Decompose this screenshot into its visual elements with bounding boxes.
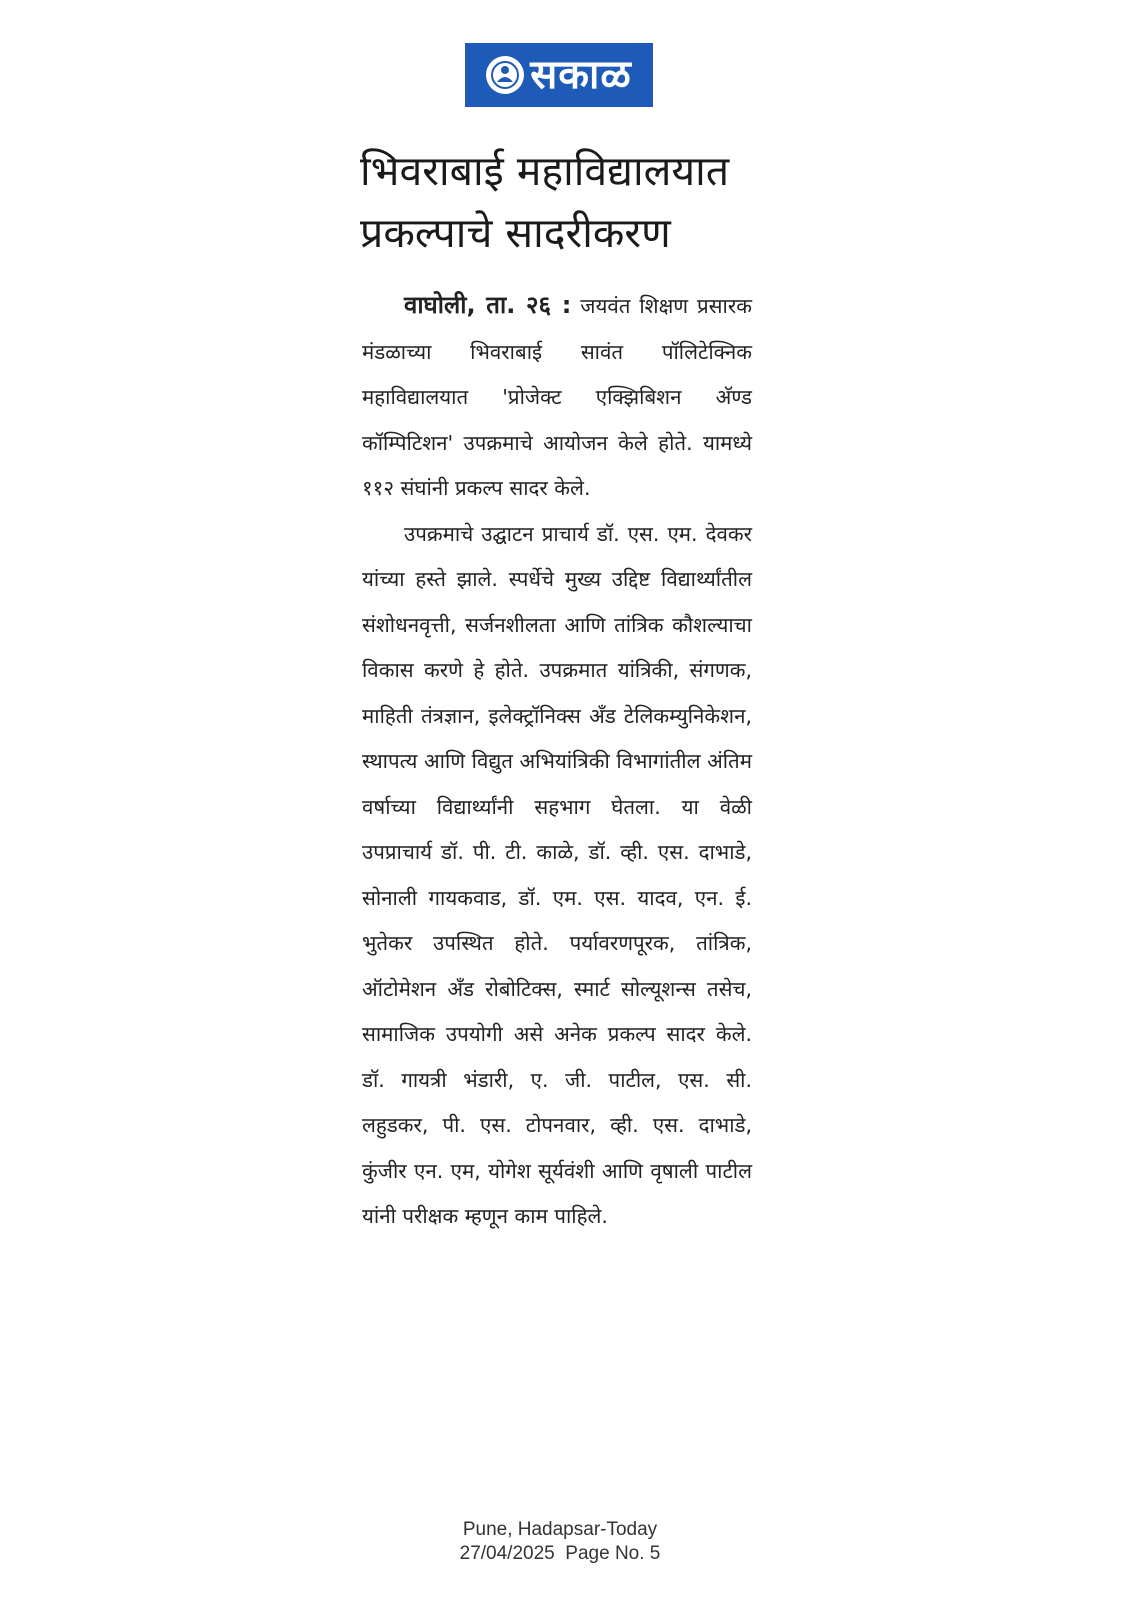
paragraph-1-text: जयवंत शिक्षण प्रसारक मंडळाच्या भिवराबाई सावंत पॉलिटेक्निक महाविद्यालयात 'प्रोजेक्ट एक्झिबिशन अ‍ॅण्ड कॉम्पिटिशन' उपक्रमाचे आयोजन केले होते. यामध्ये ११२ संघांनी प्रकल्प सादर केले.	[362, 294, 752, 500]
sakal-emblem-icon	[486, 56, 524, 94]
article-body	[362, 283, 752, 1240]
footer-source: Pune, Hadapsar-Today	[462, 1519, 658, 1540]
source-footer	[380, 1518, 740, 1566]
article-paragraph-1	[362, 283, 752, 512]
dateline: वाघोली, ता. २६ :	[404, 291, 572, 319]
article-headline	[360, 140, 760, 264]
footer-date-page: 27/04/2025 Page No. 5	[459, 1543, 661, 1564]
newspaper-masthead	[465, 43, 653, 107]
masthead-brand: सकाळ	[530, 52, 632, 98]
headline-line-1: भिवराबाई महाविद्यालयात	[360, 147, 730, 195]
headline-line-2: प्रकल्पाचे सादरीकरण	[360, 209, 671, 257]
article-paragraph-2: उपक्रमाचे उद्घाटन प्राचार्य डॉ. एस. एम. देवकर यांच्या हस्ते झाले. स्पर्धेचे मुख्य उद्दिष्ट विद्यार्थ्यांतील संशोधनवृत्ती, सर्जनशीलता आणि तांत्रिक कौशल्याचा विकास करणे हे होते. उपक्रमात यांत्रिकी, संगणक, माहिती तंत्रज्ञान, इलेक्ट्रॉनिक्स अँड टेलिकम्युनिकेशन, स्थापत्य आणि विद्युत अभियांत्रिकी विभागांतील अंतिम वर्षाच्या विद्यार्थ्यांनी सहभाग घेतला. या वेळी उपप्राचार्य डॉ. पी. टी. काळे, डॉ. व्ही. एस. दाभाडे, सोनाली गायकवाड, डॉ. एम. एस. यादव, एन. ई. भुतेकर उपस्थित होते. पर्यावरणपूरक, तांत्रिक, ऑटोमेशन अँड रोबोटिक्स, स्मार्ट सोल्यूशन्स तसेच, सामाजिक उपयोगी असे अनेक प्रकल्प सादर केले. डॉ. गायत्री भंडारी, ए. जी. पाटील, एस. सी. लहुडकर, पी. एस. टोपनवार, व्ही. एस. दाभाडे, कुंजीर एन. एम, योगेश सूर्यवंशी आणि वृषाली पाटील यांनी परीक्षक म्हणून काम पाहिले.	[362, 521, 752, 1228]
